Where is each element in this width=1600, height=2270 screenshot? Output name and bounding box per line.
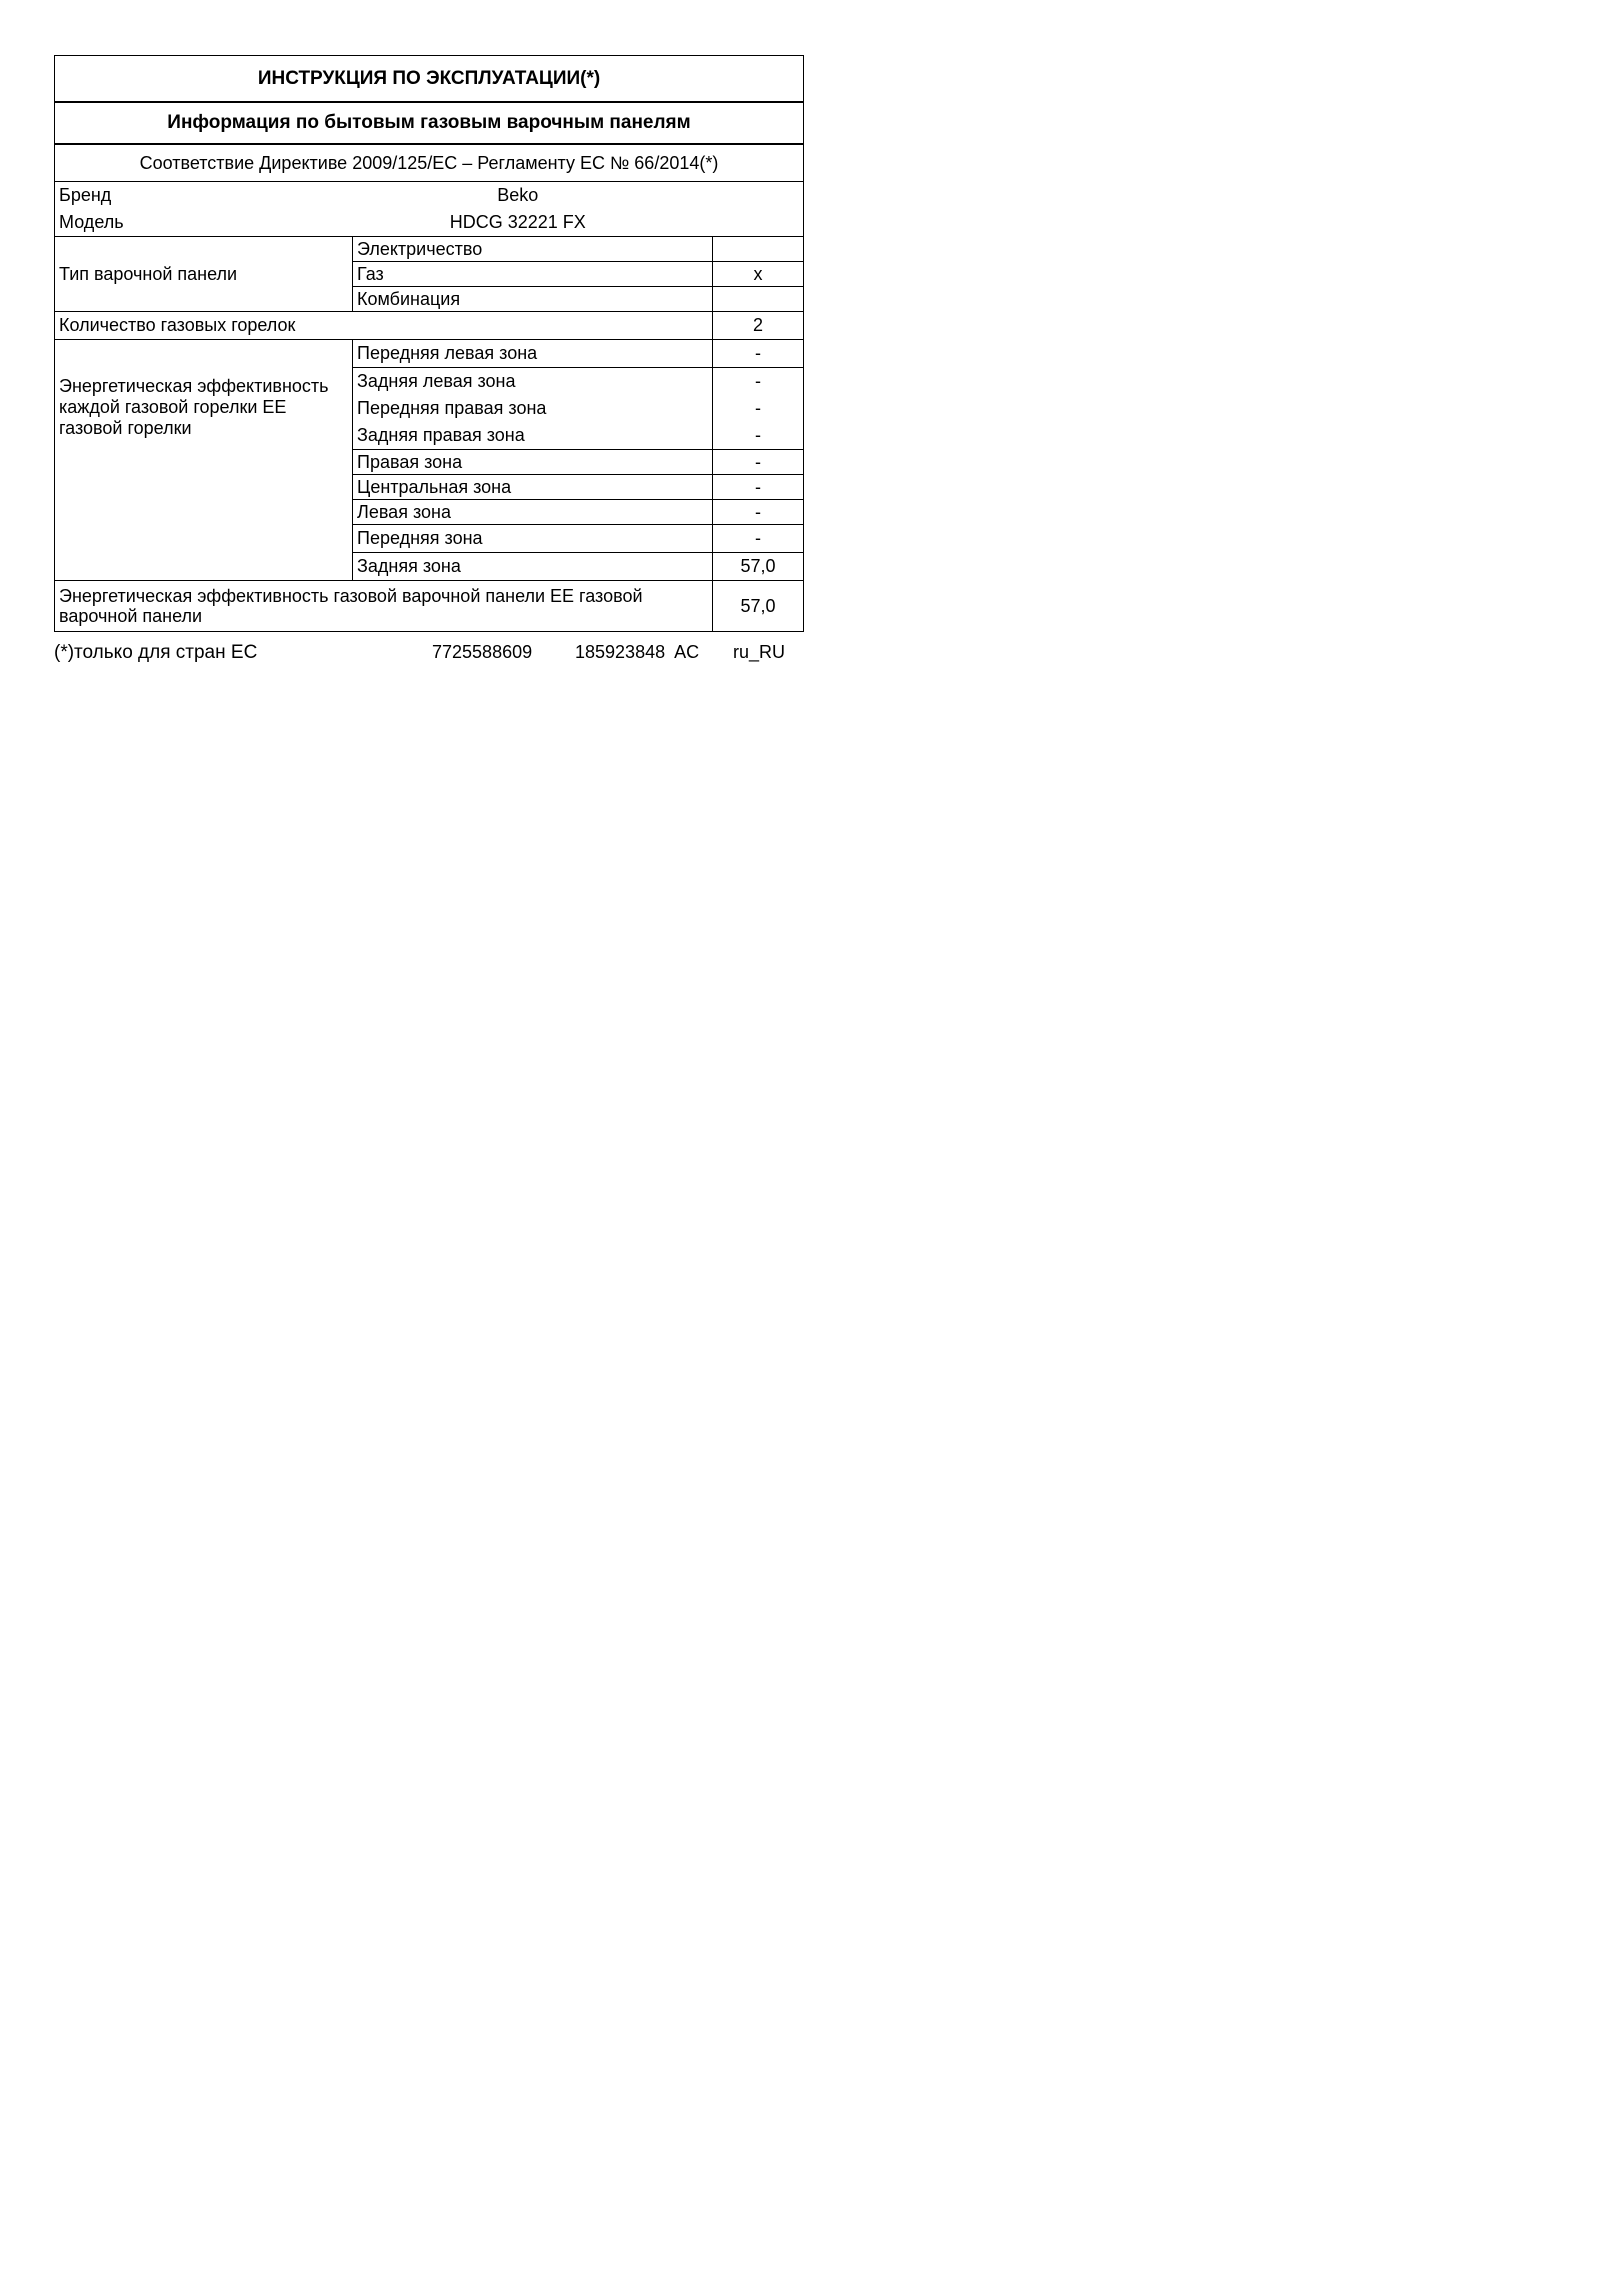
hob-type-option: Комбинация: [353, 287, 713, 312]
zone-label: Правая зона: [353, 450, 713, 475]
zone-label: Центральная зона: [353, 475, 713, 500]
footer-note: (*)только для стран ЕС: [54, 642, 258, 663]
zone-label: Задняя левая зона: [353, 368, 713, 396]
sheet-title: ИНСТРУКЦИЯ ПО ЭКСПЛУАТАЦИИ(*): [55, 56, 804, 103]
zone-value: -: [713, 340, 804, 368]
zone-value: 57,0: [713, 553, 804, 581]
hob-type-mark: [713, 287, 804, 312]
zone-label: Передняя левая зона: [353, 340, 713, 368]
zone-label: Левая зона: [353, 500, 713, 525]
info-table: [54, 55, 804, 632]
hob-type-mark: [713, 237, 804, 262]
hob-type-label: Тип варочной панели: [55, 237, 353, 312]
zone-value: -: [713, 475, 804, 500]
hob-type-mark: x: [713, 262, 804, 287]
burner-count-value: 2: [713, 312, 804, 340]
burner-count-label: Количество газовых горелок: [55, 312, 713, 340]
sheet-footer: [54, 642, 803, 668]
model-value: HDCG 32221 FX: [353, 209, 804, 237]
model-label: Модель: [55, 209, 353, 237]
energy-info-sheet: [54, 55, 803, 668]
zone-label: Передняя зона: [353, 525, 713, 553]
hob-type-option: Электричество: [357, 238, 483, 259]
zone-value: -: [713, 525, 804, 553]
footer-locale: ru_RU: [733, 642, 786, 662]
footer-code-1: 7725588609: [432, 642, 533, 662]
zone-value: -: [713, 395, 804, 422]
hob-type-option: Газ: [353, 262, 713, 287]
footer-code-2: 185923848 AC: [575, 642, 700, 662]
zone-label: Передняя правая зона: [357, 398, 547, 418]
sheet-subtitle: Информация по бытовым газовым варочным панелям: [55, 102, 804, 144]
zone-value: -: [713, 500, 804, 525]
hob-efficiency-value: 57,0: [713, 581, 804, 632]
burner-efficiency-label: Энергетическая эффективность каждой газовой горелки EE газовой горелки: [55, 340, 353, 581]
brand-label: Бренд: [59, 185, 112, 205]
zone-value: -: [713, 368, 804, 396]
zone-label: Задняя правая зона: [357, 425, 525, 445]
hob-efficiency-label: Энергетическая эффективность газовой варочной панели EE газовой варочной панели: [59, 586, 643, 626]
brand-value: Beko: [497, 185, 539, 205]
zone-value: -: [713, 450, 804, 475]
zone-value: -: [713, 422, 804, 450]
zone-label: Задняя зона: [353, 553, 713, 581]
compliance-line: Соответствие Директиве 2009/125/ЕС – Регламенту ЕС № 66/2014(*): [55, 144, 804, 182]
